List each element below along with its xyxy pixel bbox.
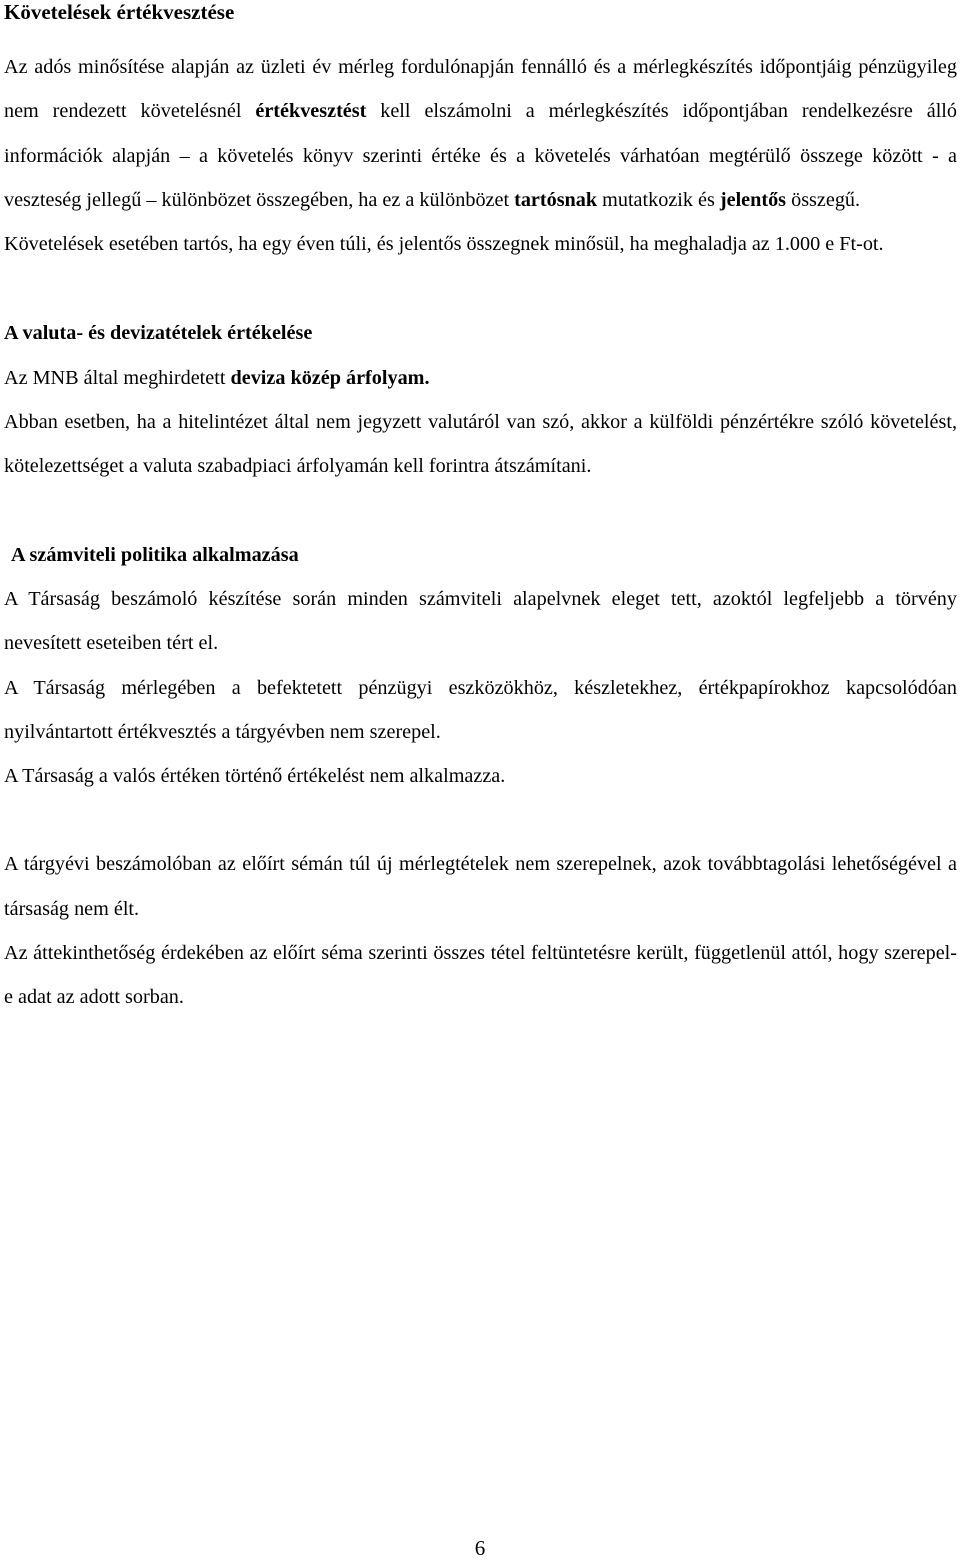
document-page — [4, 0, 957, 1020]
spacer — [4, 489, 957, 533]
spacer — [4, 798, 957, 842]
policy-paragraph-3: A Társaság a valós értéken történő értékelést nem alkalmazza. — [4, 765, 506, 788]
bold-term-mid-rate: deviza közép árfolyam. — [230, 366, 430, 389]
fx-paragraph-1 — [4, 356, 957, 400]
spacer — [4, 24, 957, 45]
policy-paragraph-1: A Társaság beszámoló készítése során minden számviteli alapelvnek eleget tett, azoktól legfeljebb a törvény nevesített eseteiben tért el. — [4, 587, 957, 655]
section-title-fx: A valuta- és devizatételek értékelése — [4, 322, 313, 345]
text-run: kell elszámolni a mérlegkészítés időpontjában rendelkezésre álló információk alapján – a követelés könyv szerinti értéke és a követelés várhatóan megtérülő összege között - a veszteség jellegű – különbözet összegében, ha ez a különbözet — [4, 100, 958, 211]
page-number: 6 — [474, 1536, 486, 1560]
spacer — [4, 266, 957, 311]
bold-term-lasting: tartósnak — [514, 188, 598, 211]
section-title-receivables: Követelések értékvesztése — [4, 0, 235, 24]
section-title-policy: A számviteli politika alkalmazása — [11, 543, 299, 566]
closing-paragraph-2: Az áttekinthetőség érdekében az előírt séma szerinti összes tétel feltüntetésre került, függetlenül attól, hogy szerepel-e adat az adott sorban. — [4, 942, 957, 1009]
bold-term-value-loss: értékvesztést — [255, 100, 367, 123]
closing-paragraph-1: A tárgyévi beszámolóban az előírt sémán túl új mérlegtételek nem szerepelnek, azok továbbtagolási lehetőségével a társaság nem élt. — [4, 853, 957, 920]
text-run: összegű. — [786, 188, 861, 211]
text-run: mutatkozik és — [597, 188, 720, 211]
text-run: Az MNB által meghirdetett — [4, 366, 231, 389]
text-run: Az adós minősítése alapján az üzleti év mérleg fordulónapján fennálló és a mérlegkészítés időpontjáig pénzügyileg nem rendezett követelésnél — [4, 56, 957, 123]
bold-term-significant: jelentős — [719, 188, 787, 211]
receivables-paragraph-1 — [4, 45, 957, 222]
policy-paragraph-2: A Társaság mérlegében a befektetett pénzügyi eszközökhöz, készletekhez, értékpapírokhoz kapcsolódóan nyilvántartott értékvesztés a tárgyévben nem szerepel. — [4, 676, 957, 743]
fx-paragraph-2: Abban esetben, ha a hitelintézet által nem jegyzett valutáról van szó, akkor a külföldi pénzértékre szóló követelést, kötelezettséget a valuta szabadpiaci árfolyamán kell forintra átszámítani. — [4, 411, 957, 478]
receivables-paragraph-2: Követelések esetében tartós, ha egy éven túli, és jelentős összegnek minősül, ha meghaladja az 1.000 e Ft-ot. — [4, 233, 884, 256]
